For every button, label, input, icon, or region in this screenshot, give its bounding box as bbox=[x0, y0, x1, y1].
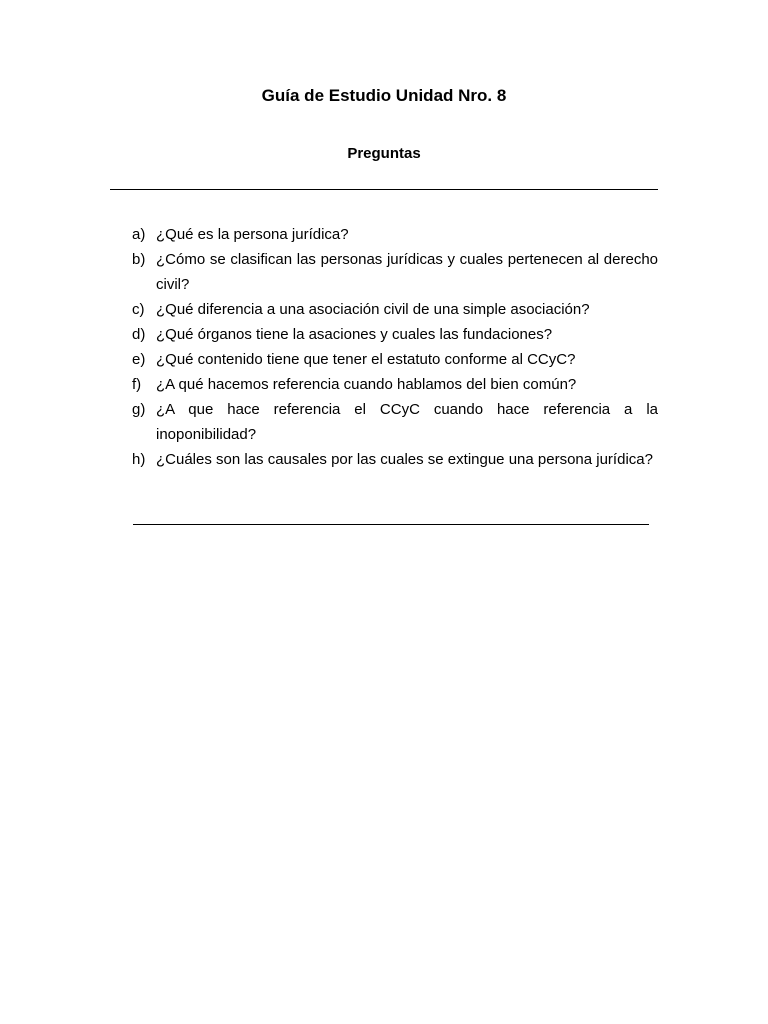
question-marker: f) bbox=[132, 376, 142, 393]
question-text: ¿Qué contenido tiene que tener el estatuto conforme al CCyC? bbox=[156, 351, 576, 368]
bottom-divider bbox=[133, 524, 649, 525]
top-divider bbox=[110, 189, 658, 190]
question-marker: g) bbox=[132, 401, 146, 418]
question-text: ¿Cuáles son las causales por las cuales se extingue una persona jurídica? bbox=[156, 451, 653, 468]
question-text: ¿Qué es la persona jurídica? bbox=[156, 226, 349, 243]
document-subtitle: Preguntas bbox=[347, 145, 421, 162]
question-item bbox=[132, 397, 658, 447]
question-text: ¿Qué órganos tiene la asaciones y cuales las fundaciones? bbox=[156, 326, 553, 343]
document-title: Guía de Estudio Unidad Nro. 8 bbox=[261, 86, 507, 105]
question-text: ¿Qué diferencia a una asociación civil de una simple asociación? bbox=[156, 301, 590, 318]
question-text: ¿A que hace referencia el CCyC cuando hace referencia a la inoponibilidad? bbox=[156, 401, 658, 443]
question-marker: c) bbox=[132, 301, 145, 318]
question-marker: d) bbox=[132, 326, 146, 343]
question-item bbox=[132, 447, 658, 472]
question-item bbox=[132, 222, 658, 247]
question-item bbox=[132, 322, 658, 347]
question-item bbox=[132, 247, 658, 297]
question-item bbox=[132, 372, 658, 397]
question-marker: b) bbox=[132, 251, 146, 268]
question-item bbox=[132, 297, 658, 322]
questions-list bbox=[132, 222, 658, 472]
question-item bbox=[132, 347, 658, 372]
question-marker: e) bbox=[132, 351, 146, 368]
question-text: ¿A qué hacemos referencia cuando hablamos del bien común? bbox=[156, 376, 577, 393]
question-marker: h) bbox=[132, 451, 146, 468]
question-marker: a) bbox=[132, 226, 146, 243]
question-text: ¿Cómo se clasifican las personas jurídicas y cuales pertenecen al derecho civil? bbox=[156, 251, 658, 293]
